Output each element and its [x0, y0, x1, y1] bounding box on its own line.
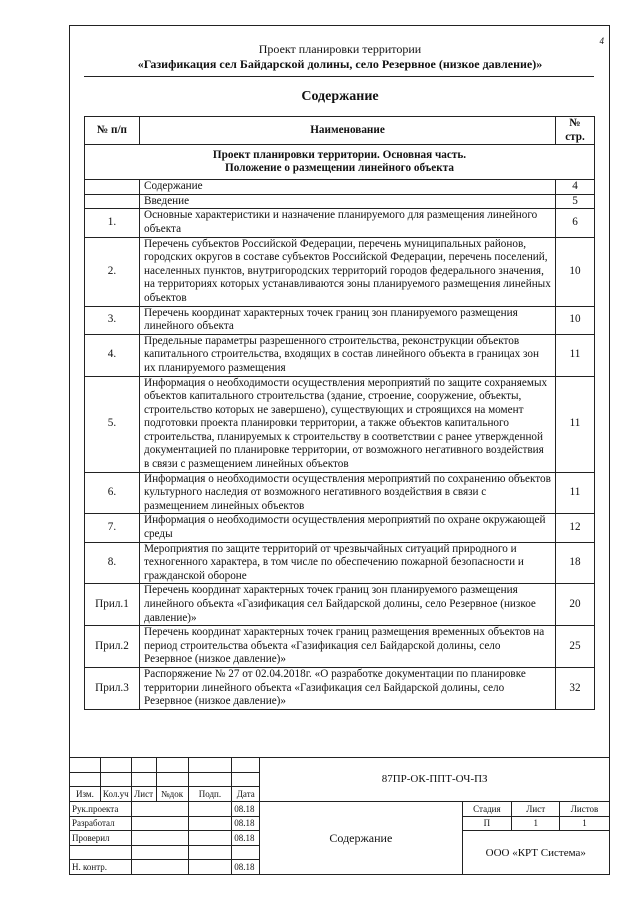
title-block-table	[69, 757, 610, 875]
row-num: 6.	[85, 472, 140, 514]
table-row	[85, 626, 595, 668]
role-date: 08.18	[232, 860, 260, 875]
table-row	[85, 306, 595, 334]
section-row	[85, 145, 595, 180]
table-row	[85, 542, 595, 584]
listov-value: 1	[560, 816, 610, 831]
row-num	[85, 180, 140, 195]
row-page: 32	[556, 667, 595, 709]
row-page: 4	[556, 180, 595, 195]
list-label: Лист	[512, 801, 560, 816]
row-page: 18	[556, 542, 595, 584]
role-label: Проверил	[70, 831, 132, 846]
row-page: 6	[556, 209, 595, 237]
row-page: 12	[556, 514, 595, 542]
col-izm: Изм.	[70, 787, 101, 802]
table-row	[85, 194, 595, 209]
row-name: Введение	[140, 194, 556, 209]
row-num: 4.	[85, 334, 140, 376]
col-header-name: Наименование	[140, 117, 556, 145]
contents-table	[84, 116, 595, 710]
header-divider	[84, 76, 594, 77]
table-row	[85, 209, 595, 237]
row-num	[85, 194, 140, 209]
row-page: 25	[556, 626, 595, 668]
row-num: 3.	[85, 306, 140, 334]
row-page: 11	[556, 472, 595, 514]
row-name: Перечень субъектов Российской Федерации, перечень муниципальных районов, городских округов в составе субъектов Российской Федерации, перечень поселений, населенных пунктов, внутригородских территорий городов федерального значения, на территориях которых устанавливаются зоны планируемого размещения линейных объектов	[140, 237, 556, 306]
row-name: Информация о необходимости осуществления мероприятий по сохранению объектов культурного наследия от возможного негативного воздействия в связи с размещением линейных объектов	[140, 472, 556, 514]
row-num: 1.	[85, 209, 140, 237]
row-page: 11	[556, 334, 595, 376]
section-heading	[85, 145, 595, 180]
table-row	[85, 514, 595, 542]
row-num: 8.	[85, 542, 140, 584]
row-num: 2.	[85, 237, 140, 306]
row-num: Прил.2	[85, 626, 140, 668]
col-list: Лист	[131, 787, 156, 802]
row-name: Информация о необходимости осуществления мероприятий по защите сохраняемых объектов капитального строительства (здание, строение, сооружение, объекты, строительство которых не завершено), существующих и строящихся на момент подготовки проекта планировки территории, а также объектов капитального строительства, планируемых к строительству в соответствии с ранее утвержденной документацией по планировке территории, от возможного негативного воздействия в связи с размещением линейных объектов	[140, 376, 556, 472]
row-name: Информация о необходимости осуществления мероприятий по охране окружающей среды	[140, 514, 556, 542]
col-ndok: №док	[156, 787, 188, 802]
col-data: Дата	[232, 787, 260, 802]
table-row	[85, 180, 595, 195]
page-title: Содержание	[301, 89, 379, 104]
project-title: Проект планировки территории	[258, 42, 422, 56]
row-num: 7.	[85, 514, 140, 542]
role-date: 08.18	[232, 831, 260, 846]
col-header-page: № стр.	[556, 117, 595, 145]
row-name: Предельные параметры разрешенного строительства, реконструкции объектов капитального строительства, входящих в состав линейного объекта в границах зон их планируемого размещения	[140, 334, 556, 376]
table-row	[85, 584, 595, 626]
row-page: 10	[556, 237, 595, 306]
page-number: 4	[599, 36, 604, 46]
table-row	[85, 376, 595, 472]
col-header-num: № п/п	[85, 117, 140, 145]
row-name: Перечень координат характерных точек границ зон планируемого размещения линейного объекта «Газификация сел Байдарской долины, село Резервное (низкое давление)»	[140, 584, 556, 626]
row-num: 5.	[85, 376, 140, 472]
row-page: 20	[556, 584, 595, 626]
row-name: Перечень координат характерных точек границ размещения временных объектов на период строительства объекта «Газификация сел Байдарской долины, село Резервное (низкое давление)»	[140, 626, 556, 668]
row-name: Распоряжение № 27 от 02.04.2018г. «О разработке документации по планировке территории линейного объекта «Газификация сел Байдарской долины, село Резервное (низкое давление)»	[140, 667, 556, 709]
stadia-value: П	[462, 816, 512, 831]
role-date	[232, 845, 260, 860]
list-value: 1	[512, 816, 560, 831]
role-label: Рук.проекта	[70, 801, 132, 816]
document-title: Содержание	[260, 801, 462, 874]
col-koluch: Кол.уч	[100, 787, 131, 802]
row-num: Прил.3	[85, 667, 140, 709]
row-page: 10	[556, 306, 595, 334]
role-date: 08.18	[232, 801, 260, 816]
row-page: 5	[556, 194, 595, 209]
listov-label: Листов	[560, 801, 610, 816]
table-row	[85, 334, 595, 376]
row-name: Перечень координат характерных точек границ зон планируемого размещения линейного объекта	[140, 306, 556, 334]
role-label: Разработал	[70, 816, 132, 831]
table-row	[85, 237, 595, 306]
table-row	[85, 667, 595, 709]
row-name: Содержание	[140, 180, 556, 195]
organization: ООО «КРТ Система»	[462, 831, 610, 875]
section-heading-line1: Проект планировки территории. Основная часть.	[212, 148, 467, 161]
table-row	[85, 472, 595, 514]
title-block	[69, 757, 610, 875]
role-label: Н. контр.	[70, 860, 132, 875]
document-code: 87ПР-ОК-ППТ-ОЧ-ПЗ	[260, 758, 610, 802]
role-date: 08.18	[232, 816, 260, 831]
stadia-label: Стадия	[462, 801, 512, 816]
row-page: 11	[556, 376, 595, 472]
row-num: Прил.1	[85, 584, 140, 626]
project-subtitle: «Газификация сел Байдарской долины, село Резервное (низкое давление)»	[137, 57, 543, 71]
role-label	[70, 845, 132, 860]
table-header-row	[85, 117, 595, 145]
col-podp: Подп.	[188, 787, 232, 802]
section-heading-line2: Положение о размещении линейного объекта	[225, 162, 454, 175]
row-name: Мероприятия по защите территорий от чрезвычайных ситуаций природного и техногенного характера, в том числе по обеспечению пожарной безопасности и гражданской обороне	[140, 542, 556, 584]
row-name: Основные характеристики и назначение планируемого для размещения линейного объекта	[140, 209, 556, 237]
